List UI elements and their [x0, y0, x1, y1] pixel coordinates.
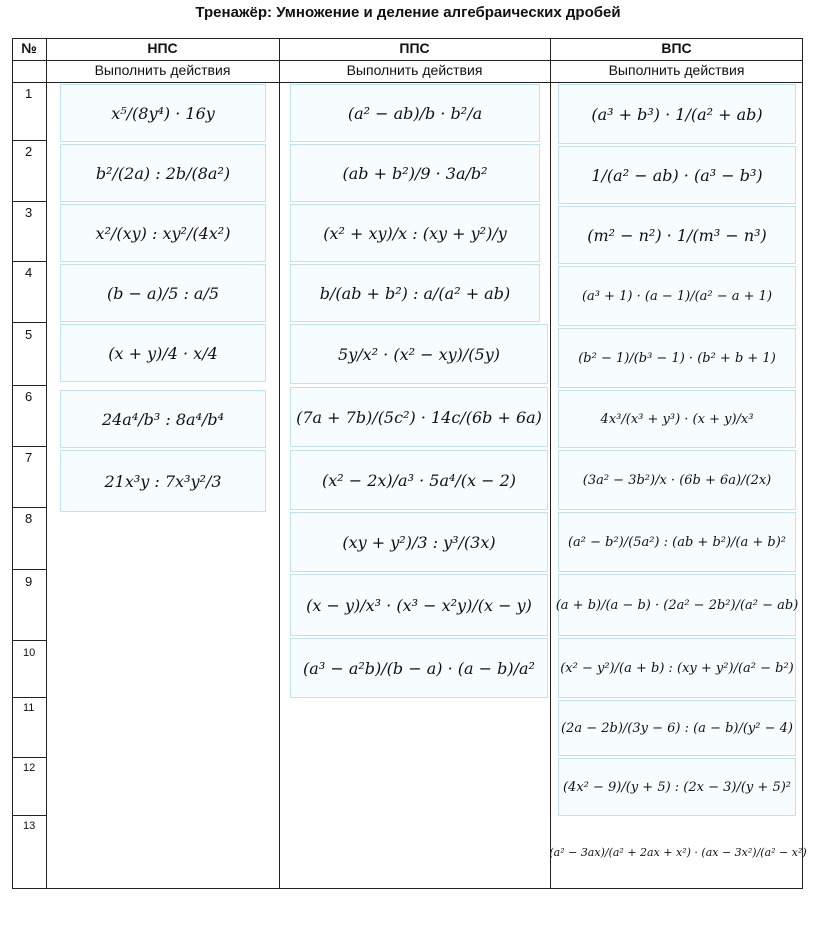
row-divider	[12, 640, 46, 641]
subheader-npc: Выполнить действия	[94, 62, 231, 78]
row-divider	[12, 815, 46, 816]
pps-exercise: (x² − 2x)/a³ · 5a⁴/(x − 2)	[290, 450, 548, 510]
row-divider	[12, 385, 46, 386]
row-divider	[12, 757, 46, 758]
pps-exercise: (a² − ab)/b · b²/a	[290, 84, 540, 142]
npc-exercise: 21x³y : 7x³y²/3	[60, 450, 266, 512]
row-number: 7	[25, 450, 33, 465]
vps-exercise: (a² − 3ax)/(a² + 2ax + x²) · (ax − 3x²)/(a² − x²)	[556, 818, 800, 886]
vps-exercise: (a + b)/(a − b) · (2a² − 2b²)/(a² − ab)	[558, 574, 796, 636]
vps-exercise: (4x² − 9)/(y + 5) : (2x − 3)/(y + 5)²	[558, 758, 796, 816]
row-divider	[12, 507, 46, 508]
header-pps: ППС	[399, 40, 430, 56]
row-divider	[12, 82, 803, 83]
vps-exercise: 4x³/(x³ + y³) · (x + y)/x³	[558, 390, 796, 448]
subheader-vps: Выполнить действия	[608, 62, 745, 78]
pps-exercise: (ab + b²)/9 · 3a/b²	[290, 144, 540, 202]
row-number: 6	[25, 389, 33, 404]
header-npc: НПС	[147, 40, 178, 56]
row-divider	[12, 140, 46, 141]
column-divider	[46, 38, 47, 889]
vps-exercise: 1/(a² − ab) · (a³ − b³)	[558, 146, 796, 204]
npc-exercise: (x + y)/4 · x/4	[60, 324, 266, 382]
pps-exercise: (7a + 7b)/(5c²) · 14c/(6b + 6a)	[290, 387, 548, 447]
row-number: 10	[23, 647, 36, 659]
row-number: 8	[25, 511, 33, 526]
npc-exercise: 24a⁴/b³ : 8a⁴/b⁴	[60, 390, 266, 448]
pps-exercise: b/(ab + b²) : a/(a² + ab)	[290, 264, 540, 322]
row-divider	[12, 569, 46, 570]
row-number: 13	[23, 820, 36, 832]
npc-exercise: b²/(2a) : 2b/(8a²)	[60, 144, 266, 202]
npc-exercise: x⁵/(8y⁴) · 16y	[60, 84, 266, 142]
row-number: 1	[25, 86, 33, 101]
page-title: Тренажёр: Умножение и деление алгебраических дробей	[195, 4, 621, 21]
vps-exercise: (3a² − 3b²)/x · (6b + 6a)/(2x)	[558, 450, 796, 510]
vps-exercise: (m² − n²) · 1/(m³ − n³)	[558, 206, 796, 264]
vps-exercise: (b² − 1)/(b³ − 1) · (b² + b + 1)	[558, 328, 796, 388]
vps-exercise: (x² − y²)/(a + b) : (xy + y²)/(a² − b²)	[558, 638, 796, 698]
pps-exercise: (xy + y²)/3 : y³/(3x)	[290, 512, 548, 572]
pps-exercise: (x − y)/x³ · (x³ − x²y)/(x − y)	[290, 574, 548, 636]
row-number: 9	[25, 574, 33, 589]
vps-exercise: (a³ + b³) · 1/(a² + ab)	[558, 84, 796, 144]
pps-exercise: (x² + xy)/x : (xy + y²)/y	[290, 204, 540, 262]
npc-exercise: (b − a)/5 : a/5	[60, 264, 266, 322]
row-divider	[12, 322, 46, 323]
vps-exercise: (2a − 2b)/(3y − 6) : (a − b)/(y² − 4)	[558, 700, 796, 756]
row-number: 3	[25, 205, 33, 220]
row-divider	[12, 201, 46, 202]
row-number: 11	[23, 702, 35, 714]
row-number: 2	[25, 144, 33, 159]
vps-exercise: (a² − b²)/(5a²) : (ab + b²)/(a + b)²	[558, 512, 796, 572]
npc-exercise: x²/(xy) : xy²/(4x²)	[60, 204, 266, 262]
row-divider	[12, 697, 46, 698]
row-number: 12	[23, 762, 36, 774]
subheader-pps: Выполнить действия	[346, 62, 483, 78]
header-number: №	[21, 40, 37, 56]
vps-exercise: (a³ + 1) · (a − 1)/(a² − a + 1)	[558, 266, 796, 326]
header-vps: ВПС	[661, 40, 692, 56]
row-divider	[12, 261, 46, 262]
row-divider	[12, 60, 803, 61]
column-divider	[279, 38, 280, 889]
row-number: 4	[25, 265, 33, 280]
pps-exercise: 5y/x² · (x² − xy)/(5y)	[290, 324, 548, 384]
pps-exercise: (a³ − a²b)/(b − a) · (a − b)/a²	[290, 638, 548, 698]
column-divider	[550, 38, 551, 889]
row-number: 5	[25, 327, 33, 342]
row-divider	[12, 446, 46, 447]
